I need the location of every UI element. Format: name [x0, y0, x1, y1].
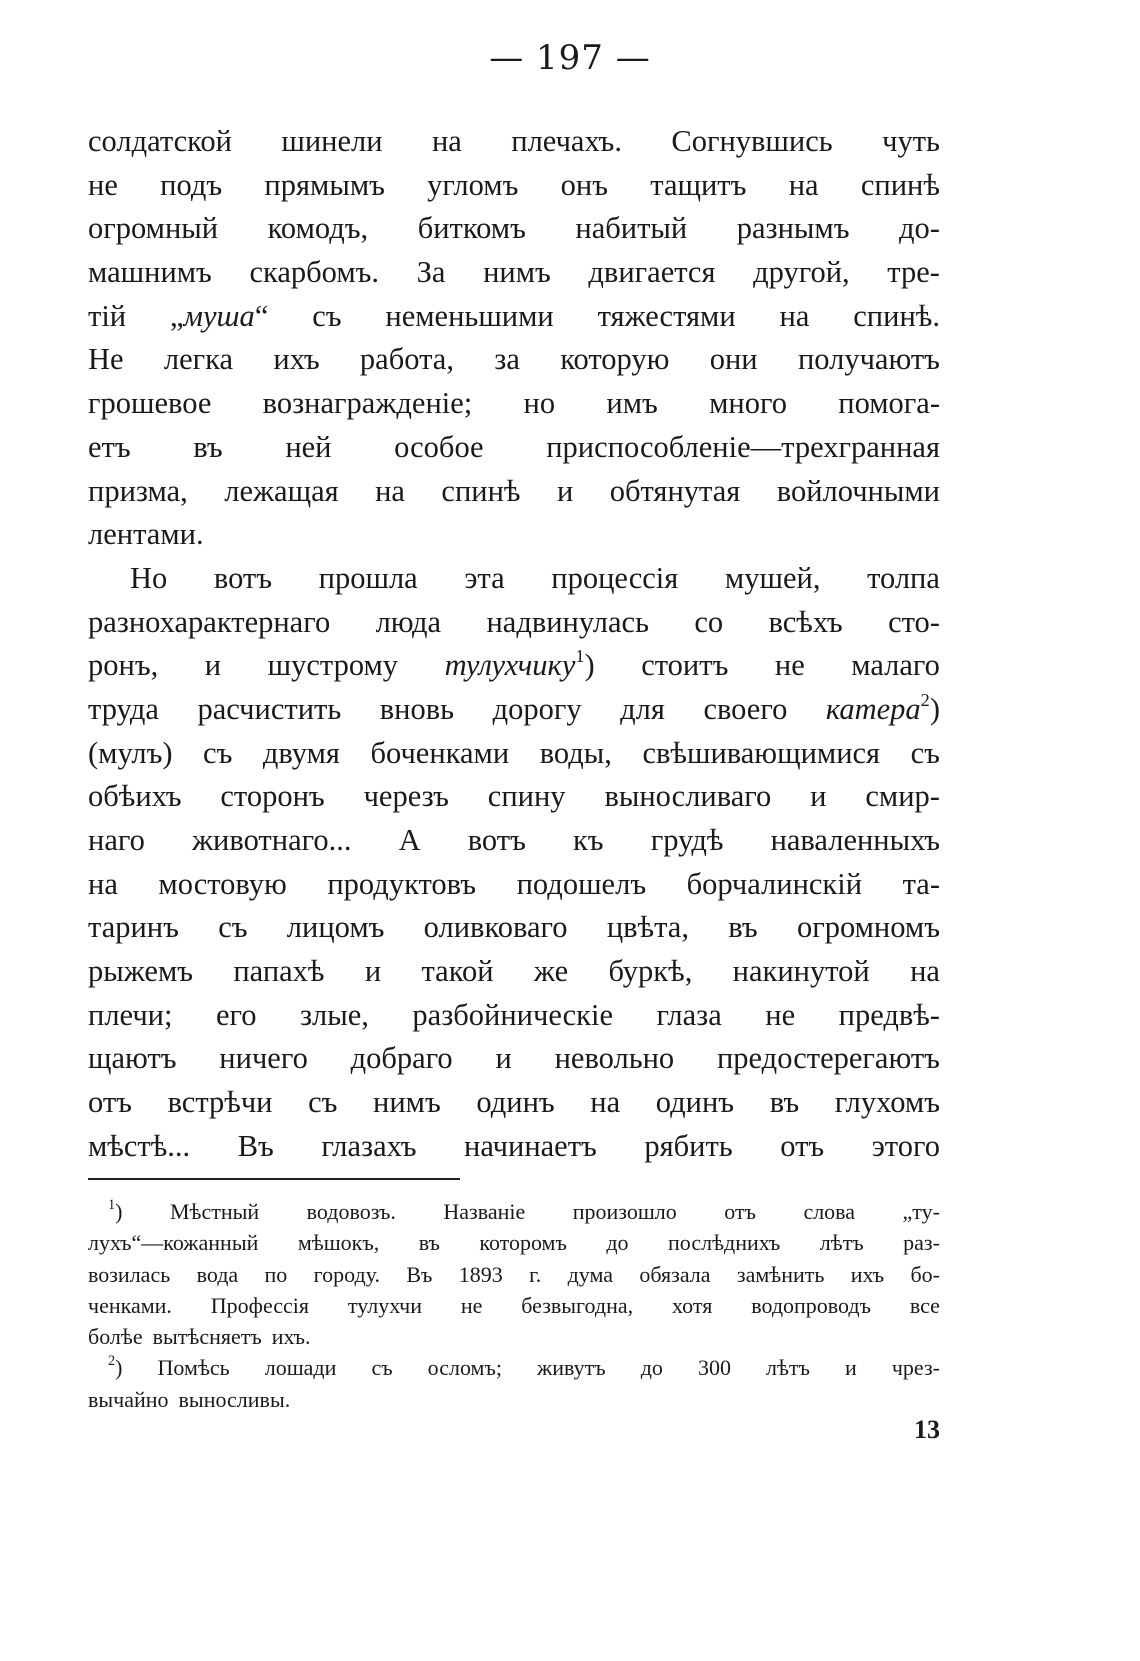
text-word: не	[774, 648, 805, 683]
text-word: накинутой	[732, 954, 870, 989]
text-word: шинели	[281, 124, 383, 158]
text-line	[88, 732, 940, 776]
text-word: предостерегаютъ	[716, 1041, 940, 1076]
text-word: глазахъ	[321, 1128, 417, 1163]
footnote-word: лѣтъ	[819, 1230, 864, 1256]
text-word: невольно	[554, 1041, 675, 1076]
footnote-word: лошади	[264, 1355, 337, 1381]
text-word: труда	[88, 691, 159, 726]
footnote-word: г.	[529, 1261, 542, 1287]
text-line	[88, 338, 940, 382]
footnote-word: по	[264, 1261, 288, 1287]
text-word: плечи;	[88, 997, 173, 1032]
text-word: отъ	[88, 1085, 132, 1120]
footnote-word: тулухчи	[347, 1292, 422, 1318]
footnote-word: ченками.	[88, 1292, 172, 1318]
footnote-word: лѣтъ	[766, 1355, 810, 1381]
text-word: призма,	[88, 473, 188, 508]
text-line	[88, 950, 940, 994]
text-word: сто-	[888, 604, 940, 639]
text-word: вознагражденіе;	[262, 386, 473, 421]
footnote-word: $^1$)	[108, 1196, 123, 1224]
text-word: тулухчику$^1$)	[444, 646, 595, 683]
text-word: цвѣта,	[606, 910, 689, 945]
footnote-line	[88, 1259, 940, 1290]
footnote-word: чрез-	[891, 1355, 940, 1381]
footnote-word: послѣднихъ	[668, 1230, 781, 1256]
text-word: выносливаго	[604, 779, 772, 814]
footnote-word: до	[606, 1230, 629, 1256]
text-word: папахѣ	[233, 954, 325, 989]
text-word: и	[810, 779, 827, 814]
text-word: за	[494, 342, 520, 377]
text-word: къ	[572, 823, 604, 857]
text-word: и	[556, 473, 574, 508]
text-word: одинъ	[655, 1085, 735, 1120]
footnote-word: замѣнить	[736, 1261, 825, 1287]
footnote-line	[88, 1352, 940, 1383]
text-word: дорогу	[492, 691, 582, 726]
text-line	[88, 644, 940, 688]
text-word: особое	[394, 429, 484, 464]
text-word: Но	[130, 560, 168, 595]
text-line	[88, 906, 940, 950]
text-word: отъ	[780, 1128, 825, 1163]
text-word: (мулъ)	[88, 735, 173, 770]
text-word: биткомъ	[417, 211, 526, 246]
text-word: ничего	[219, 1041, 308, 1076]
footnote-word: съ	[371, 1355, 393, 1381]
text-word: стоитъ	[641, 648, 729, 683]
text-word: на	[779, 298, 810, 333]
text-word: работа,	[359, 342, 454, 377]
text-word: одинъ	[476, 1085, 555, 1120]
footnote-word: водопроводъ	[751, 1292, 871, 1318]
text-word: съ	[203, 735, 233, 770]
main-text-body	[88, 120, 940, 1169]
text-word: катера$^2$)	[825, 689, 940, 726]
text-line	[88, 164, 940, 208]
footnote-word: произошло	[572, 1199, 677, 1224]
printer-signature-mark: 13	[914, 1415, 940, 1444]
text-word: нимъ	[373, 1085, 441, 1120]
footnote-word: возилась	[88, 1261, 171, 1287]
footnote-word: $^2$)	[108, 1353, 123, 1381]
text-word: своего	[703, 691, 788, 726]
footnote-word: водовозъ.	[306, 1199, 396, 1224]
footnote-word: не	[460, 1292, 483, 1318]
text-word: разнымъ	[736, 211, 850, 246]
text-line	[88, 1125, 940, 1169]
footnote-word: вода	[196, 1261, 239, 1287]
text-line	[88, 207, 940, 251]
text-word: въ	[769, 1085, 800, 1120]
text-word: Въ	[237, 1128, 274, 1163]
footnote-word: 1893	[458, 1261, 503, 1287]
text-word: тій	[88, 298, 127, 333]
text-word: много	[709, 386, 787, 421]
text-word: имъ	[606, 386, 658, 421]
text-word: грошевое	[88, 386, 212, 421]
footnote-line	[88, 1196, 940, 1227]
footnote-word: живутъ	[537, 1355, 606, 1381]
text-word: подошелъ	[516, 866, 647, 901]
text-word: съ	[312, 298, 342, 333]
text-word: прошла	[318, 560, 418, 595]
text-word: смир-	[865, 779, 940, 814]
footnote-word: Въ	[406, 1261, 433, 1287]
text-word: мостовую	[158, 866, 287, 901]
text-word: етъ	[88, 429, 131, 464]
text-word: прямымъ	[264, 167, 385, 202]
text-word: угломъ	[427, 167, 519, 202]
text-word: его	[215, 997, 257, 1032]
text-word: вотъ	[213, 560, 273, 595]
text-word: скарбомъ.	[249, 255, 380, 290]
text-word: комодъ,	[267, 211, 369, 246]
footnote-word: слова	[803, 1199, 856, 1224]
text-word: на	[88, 866, 118, 901]
footnote-word: ихъ.	[271, 1324, 311, 1350]
text-word: тащитъ	[650, 167, 747, 202]
text-word: легка	[163, 342, 234, 377]
footnote-word: безвыгодна,	[521, 1292, 634, 1318]
text-word: въ	[728, 910, 758, 945]
text-word: этого	[871, 1128, 940, 1163]
footnote-word: которомъ	[479, 1230, 567, 1256]
footnote-word: въ	[418, 1230, 440, 1256]
text-word: не	[765, 997, 796, 1032]
footnote-word: обязала	[639, 1261, 711, 1287]
text-word: буркѣ,	[608, 954, 693, 989]
text-word: получаютъ	[797, 342, 940, 377]
text-line	[88, 775, 940, 819]
text-word: съ	[218, 910, 248, 945]
text-word: разбойническіе	[412, 997, 613, 1032]
text-line	[88, 513, 940, 557]
text-word: тяжестями	[597, 298, 736, 333]
text-word: солдатской	[88, 124, 232, 158]
text-word: воды,	[539, 735, 612, 770]
footnote-word: и	[845, 1355, 857, 1381]
text-word: на	[375, 473, 405, 508]
text-line	[88, 1037, 940, 1081]
text-line	[88, 557, 940, 601]
text-word: За	[416, 255, 446, 290]
footnote-separator	[88, 1178, 460, 1180]
text-word: наваленныхъ	[770, 823, 940, 857]
footnote-word: мѣшокъ,	[297, 1230, 380, 1256]
text-word: таринъ	[88, 910, 179, 945]
text-word: животнаго...	[191, 823, 352, 857]
text-word: мѣстѣ...	[88, 1128, 191, 1163]
footnote-word: осломъ;	[427, 1355, 502, 1381]
text-word: начинаетъ	[464, 1128, 597, 1163]
text-line	[88, 251, 940, 295]
text-word: на	[590, 1085, 621, 1120]
text-word: ней	[285, 429, 332, 464]
text-word: на	[910, 954, 940, 989]
text-word: приспособленіе—трехгранная	[546, 429, 940, 464]
text-line	[88, 1081, 940, 1125]
text-word: тре-	[887, 255, 940, 290]
text-word: черезъ	[363, 779, 449, 814]
text-word: до-	[899, 211, 940, 246]
footnotes	[88, 1196, 940, 1415]
footnote-word: раз-	[903, 1230, 940, 1256]
text-word: подъ	[160, 167, 223, 202]
text-word: огромный	[88, 211, 219, 246]
text-word: грудѣ	[650, 823, 724, 857]
text-line	[88, 295, 940, 339]
text-word: чуть	[882, 124, 940, 158]
footnote-word: Названіе	[443, 1199, 526, 1224]
text-line	[88, 601, 940, 645]
text-word: борчалинскій	[686, 866, 863, 901]
text-word: мушей,	[724, 560, 821, 595]
text-word: глухомъ	[834, 1085, 940, 1120]
text-word: Не	[88, 342, 124, 377]
text-word: наго	[88, 823, 145, 857]
footnote-word: вычайно	[88, 1386, 169, 1412]
text-word: добраго	[350, 1041, 453, 1076]
footnote-word: Профессія	[210, 1292, 310, 1318]
text-word: съ	[910, 735, 940, 770]
text-word: спинѣ.	[853, 298, 940, 333]
text-word: процессія	[551, 560, 679, 595]
footnote-line	[88, 1321, 940, 1352]
text-word: „муша“	[169, 298, 269, 333]
text-word: эта	[464, 560, 505, 595]
footnote-word: выносливы.	[178, 1386, 291, 1412]
footnote-word: вытѣсняетъ	[152, 1324, 262, 1350]
text-line	[88, 120, 940, 164]
text-line	[88, 426, 940, 470]
text-word: спинѣ	[441, 473, 521, 508]
text-word: боченками	[370, 735, 510, 770]
footnote-line	[88, 1384, 940, 1415]
text-word: спинѣ	[860, 167, 940, 202]
text-word: набитый	[575, 211, 688, 246]
footnote-word: Мѣстный	[169, 1199, 260, 1224]
text-word: помога-	[838, 386, 940, 421]
text-word: плечахъ.	[511, 124, 622, 158]
text-word: толпа	[867, 560, 940, 595]
text-word: разнохарактернаго	[88, 604, 331, 639]
text-word: шустрому	[267, 648, 399, 683]
footnote-word: хотя	[672, 1292, 713, 1318]
text-word: въ	[193, 429, 223, 464]
text-word: войлочными	[776, 473, 940, 508]
text-word: продуктовъ	[327, 866, 477, 901]
text-line	[88, 994, 940, 1038]
footnote-word: отъ	[724, 1199, 756, 1224]
footnote-word: „ту-	[902, 1199, 940, 1224]
footnote-line	[88, 1227, 940, 1258]
footnote-word: болѣе	[88, 1324, 143, 1350]
text-word: и	[495, 1041, 512, 1076]
text-word: которую	[560, 342, 670, 377]
text-word: расчистить	[197, 691, 342, 726]
text-word: та-	[902, 866, 940, 901]
text-word: обѣихъ	[88, 779, 182, 814]
footnote-word: 300	[697, 1355, 731, 1381]
text-word: люда	[375, 604, 442, 639]
text-line	[88, 819, 940, 863]
footnote-word: ихъ	[850, 1261, 885, 1287]
text-word: онъ	[560, 167, 608, 202]
text-word: лентами.	[88, 517, 204, 552]
text-word: щаютъ	[88, 1041, 177, 1076]
text-word: неменьшими	[385, 298, 554, 333]
text-word: оливковаго	[423, 910, 568, 945]
footnote-word: дума	[567, 1261, 614, 1287]
text-word: огромномъ	[796, 910, 940, 945]
text-word: обтянутая	[609, 473, 741, 508]
text-word: не	[88, 167, 118, 202]
footnote-word: городу.	[313, 1261, 381, 1287]
text-word: но	[523, 386, 556, 421]
text-word: малаго	[851, 648, 940, 683]
text-word: вновь	[379, 691, 455, 726]
text-word: со	[694, 604, 724, 639]
footnote-word: Помѣсь	[157, 1355, 230, 1381]
text-line	[88, 688, 940, 732]
footnote-word: до	[640, 1355, 663, 1381]
text-word: на	[431, 124, 462, 158]
footnote-word: все	[909, 1292, 940, 1318]
text-word: на	[788, 167, 819, 202]
text-word: и	[364, 954, 382, 989]
text-word: злые,	[299, 997, 369, 1032]
text-word: и	[204, 648, 222, 683]
text-word: сторонъ	[220, 779, 325, 814]
text-word: Согнувшись	[671, 124, 833, 158]
text-word: машнимъ	[88, 255, 212, 290]
footnote-word: лухъ“—кожанный	[88, 1230, 259, 1256]
text-word: съ	[308, 1085, 338, 1120]
text-word: они	[709, 342, 758, 377]
text-word: всѣхъ	[768, 604, 843, 639]
text-word: ронъ,	[88, 648, 159, 683]
text-word: лицомъ	[286, 910, 385, 945]
text-line	[88, 382, 940, 426]
text-word: А	[398, 823, 421, 857]
text-word: другой,	[753, 255, 850, 290]
text-line	[88, 470, 940, 514]
page-number: — 197 —	[489, 38, 651, 78]
text-word: рябить	[644, 1128, 733, 1163]
text-word: спину	[487, 779, 566, 814]
text-word: нимъ	[483, 255, 551, 290]
text-word: свѣшивающимися	[642, 735, 881, 770]
footnote-line	[88, 1290, 940, 1321]
text-word: ихъ	[273, 342, 320, 377]
text-word: для	[620, 691, 665, 726]
text-word: встрѣчи	[167, 1085, 273, 1120]
text-word: лежащая	[224, 473, 339, 508]
footnote-word: бо-	[910, 1261, 940, 1287]
text-word: рыжемъ	[88, 954, 194, 989]
text-word: двумя	[262, 735, 340, 770]
text-word: надвинулась	[486, 604, 649, 639]
text-word: глаза	[656, 997, 722, 1032]
text-word: двигается	[588, 255, 716, 290]
text-line	[88, 863, 940, 907]
text-word: предвѣ-	[838, 997, 940, 1032]
text-word: же	[533, 954, 569, 989]
text-word: вотъ	[467, 823, 526, 857]
text-word: такой	[421, 954, 494, 989]
